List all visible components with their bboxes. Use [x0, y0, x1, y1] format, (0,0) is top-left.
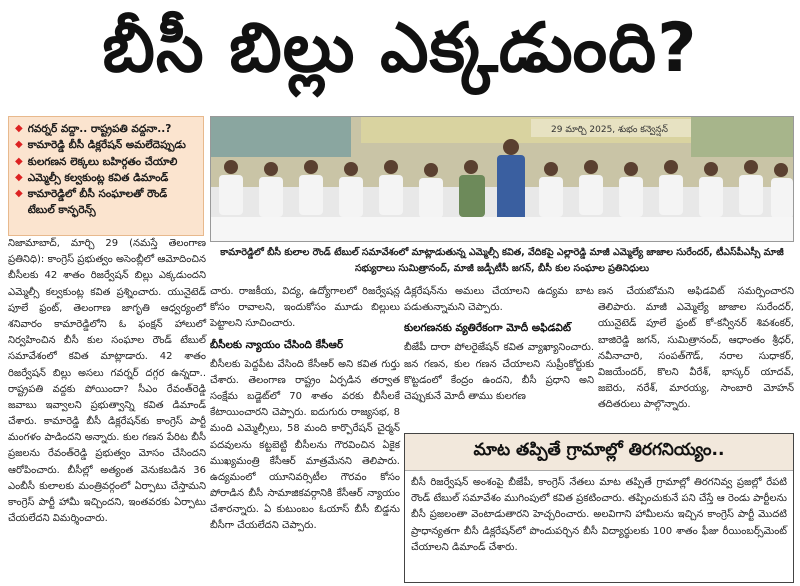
highlight-item: ◆ ఎమ్మెల్సీ కల్వకుంట్ల కవిత డిమాండ్: [15, 171, 169, 184]
article-column-1: [8, 236, 206, 584]
highlight-item: ◆ కామారెడ్డిలో బీసీ సంఘాలతో రౌండ్ టేబుల్ కాన్ఫరెన్స్: [15, 188, 168, 217]
bullet-icon: ◆: [15, 155, 23, 167]
highlights-box: [8, 116, 204, 236]
highlight-item: ◆ కులగణన లెక్కలు బహిర్గతం చేయాలి: [15, 155, 178, 168]
subheading: బీసీలకు న్యాయం చేసింది కేసీఆర్: [210, 338, 344, 351]
meeting-photo-illustration: [211, 117, 794, 242]
boxed-story-text: బీసీ రిజర్వేషన్ అంశంపై బీజేపీ, కాంగ్రెస్ నేతలు మాట తప్పితే గ్రామాల్లో తిరగనివ్వ ప్రజల్లో రేపటి రౌండ్ టేబుల్ సమావేశం ముగింపులో కవిత ప్రకటించారు. తప్పించుకునే పని చేస్తే ఆ రెండు పార్టీలను బీసీ ప్రజలంతా వెంటాడుతారని హెచ్చరించారు. అలవిగాని హామీలను ఇచ్చిన కాంగ్రెస్ పార్టీ మొదటి ప్రాధాన్యతగా బీసీ డిక్లరేషన్‌లో పొందుపర్చిన బీసీ విద్యార్థులకు 100 శాతం ఫీజు రీయింబర్స్‌మెంట్ చేయాలని డిమాండ్ చేశారు.: [411, 477, 787, 553]
photo-caption: కామారెడ్డిలో బీసీ కులాల రౌండ్ టేబుల్ సమావేశంలో మాట్లాడుతున్న ఎమ్మెల్సీ కవిత, వేదికపై ఎల్లారెడ్డి మాజీ ఎమ్మెల్యే జాజాల సురేందర్, టీఎస్‌పీఎస్సీ మాజీ సభ్యురాలు సుమిత్రానంద్, మాజీ జడ్పీటీసీ జగన్, బీసీ కుల సంఘాల ప్రతినిధులు: [220, 247, 784, 275]
bullet-icon: ◆: [15, 171, 23, 183]
banner-text: 29 మార్చి 2025, శుభం కన్వెన్షన్: [551, 125, 668, 135]
highlight-item: ◆ గవర్నర్ వద్దా.. రాష్ట్రపతి వద్దనా..?: [15, 123, 172, 135]
article-paragraph: బీజేపీ దారా పోలరైజేషన్ కవిత వ్యాఖ్యానించారు. జన గణన, కుల గణన చేయాలని సుప్రీంకోర్టుకు కొట్టడంలో కేంద్రం ఉందని, బీసీ ప్రధాని అని చెప్పుకునే మోదీ తాము కులగణ: [404, 342, 594, 402]
article-paragraph: బీసీలకు పెద్దపీట వేసింది కేసీఆర్ అని కవిత గుర్తు చేశారు. తెలంగాణ రాష్ట్రం ఏర్పడిన తర్వాత సంక్షేమ బడ్జెట్‌లో 70 శాతం వరకు బీసీలకే కేటాయించారని చెప్పారు. ఐదుగురు రాజ్యసభ, 8 మంది ఎమ్మెల్సీలు, 58 మంది కార్పొరేషన్ చైర్మన్ పదవులను కట్టబెట్టి బీసీలను గౌరవించిన ఏకైక ముఖ్యమంత్రి కేసీఆర్ మాత్రమేనని తెలిపారు. ఉద్యమంలో యూనివర్సిటీల గౌరవం కోసం పోరాడిన బీసీ సామాజికవర్గానికి కేసీఆర్ న్యాయం చేశారన్నారు. ఏ కుటుంబం ఓయాస్ బీసీ బిడ్డను బీసీగా చేయలేదని చెప్పారు.: [210, 358, 400, 532]
bullet-icon: ◆: [15, 123, 23, 134]
bullet-icon: ◆: [15, 139, 23, 151]
news-photo: [210, 116, 794, 242]
boxed-story: [404, 433, 794, 583]
article-paragraph: నిజామాబాద్, మార్చి 29 (నమస్తే తెలంగాణ ప్రతినిధి): కాంగ్రెస్ ప్రభుత్వం అసెంబ్లీలో ఆమోదించిన బీసీలకు 42 శాతం రిజర్వేషన్ బిల్లు ఎక్కడుందని ఎమ్మెల్సీ కల్వకుంట్ల కవిత ప్రశ్నించారు. యునైటెడ్ పూలే ఫ్రంట్, తెలంగాణ జాగృతి ఆధ్వర్యంలో శనివారం కామారెడ్డిలోని ఓ ఫంక్షన్ హాలులో నిర్వహించిన బీసీ కుల సంఘాల రౌండ్ టేబుల్ సమావేశంలో కవిత మాట్లాడారు. 42 శాతం రిజర్వేషన్ బిల్లు అసలు గవర్నర్ దగ్గర ఉన్నదా.. రాష్ట్రపతి వద్దకు పోయిందా? సీఎం రేవంత్‌రెడ్డి జవాబు ఇవ్వాలని ప్రభుత్వాన్ని కవిత డిమాండ్ చేశారు. కామారెడ్డి బీసీ డిక్లరేషన్‌కు కాంగ్రెస్ పార్టీ మంగళం పాడిందని అన్నారు. కుల గణన పేరిట బీసీ ప్రజలను రేవంత్‌రెడ్డి ప్రభుత్వం మోసం చేసిందని ఆరోపించారు. బీసీల్లో అత్యంత వెనుకబడిన 36 ఎంబీసీ కులాలకు మంత్రివర్గంలో ఏర్పాటు చేస్తామని కాంగ్రెస్ పార్టీ హామీ ఇచ్చిందని, ఇంతవరకు ఏర్పాటు చేయలేదని విమర్శించారు.: [8, 238, 206, 525]
highlight-item: ◆ కామారెడ్డి బీసీ డిక్లరేషన్ అమలేదెప్పుడు: [15, 139, 186, 152]
article-paragraph: చారు. రాజకీయ, విద్య, ఉద్యోగాలలో రిజర్వేషన్ల కోసం రావాలని, ఇందుకోసం మూడు బిల్లులు పెట్టాలని సూచించారు.: [210, 286, 400, 330]
boxed-story-title: మాట తప్పితే గ్రామాల్లో తిరగనియ్యం..: [405, 434, 793, 471]
article-column-3: [404, 284, 594, 428]
article-column-2: [210, 284, 400, 584]
bullet-icon: ◆: [15, 188, 23, 200]
headline-text: బీసీ బిల్లు ఎక్కడుంది?: [102, 8, 698, 88]
article-paragraph: డిక్లరేషన్‌ను అమలు చేయాలని ఉద్యమ బాట పడుతున్నామని చెప్పారు.: [404, 286, 594, 314]
headline: [0, 0, 800, 112]
article-paragraph: ణన చేయబోమని అఫిడవిట్ సమర్పించారని తెలిపారు. మాజీ ఎమ్మెల్యే జాజాల సురేందర్, యునైటెడ్ పూలే ఫ్రంట్ కో-కన్వీనర్ శివశంకర్, బాజిరెడ్డి జగన్, సుమిత్రానంద్, ఆధాంతం శ్రీధర్, నవీనాచారి, సంపత్‌గౌడ్, నరాల సుధాకర్, విజయేందర్, కొలని వీరేశ్, భాస్కర్ యాదవ్, జబెరు, నరేశ్, మారయ్య, సాంబారి మోహన్ తదితరులు పాల్గొన్నారు.: [598, 286, 794, 411]
subheading: కులగణనకు వ్యతిరేకంగా మోదీ అఫిడవిట్: [404, 322, 571, 335]
article-column-4: [598, 284, 794, 428]
